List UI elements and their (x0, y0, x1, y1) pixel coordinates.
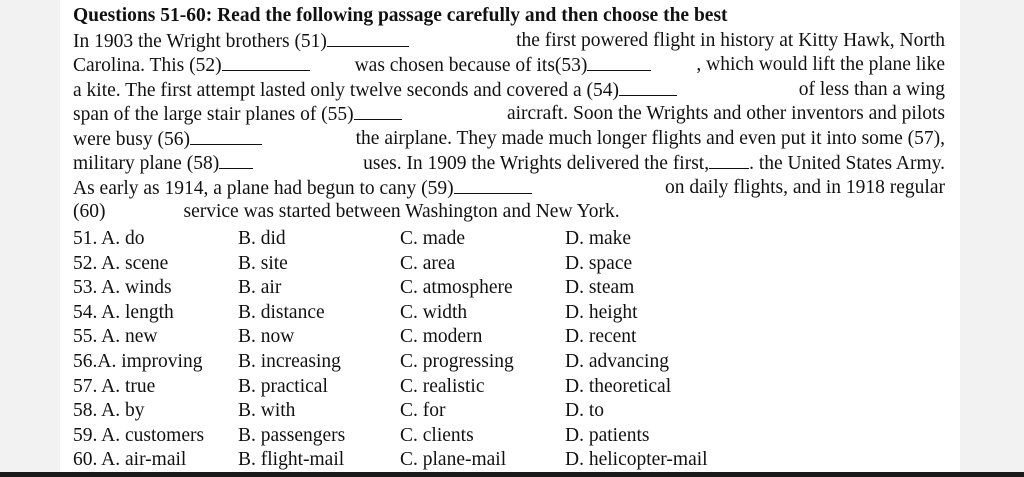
passage-line-2 (73, 53, 945, 78)
passage-text: aircraft. Soon the Wrights and other inventors and pilots (506, 103, 945, 124)
option-60-d[interactable]: D. helicopter-mail (565, 449, 708, 471)
passage-text: In 1903 the Wright brothers (51) (73, 30, 327, 52)
passage-text: uses. In 1909 the Wrights delivered the first, (363, 153, 710, 174)
passage-text: As early as 1914, a plane had begun to cany (59) (73, 177, 454, 199)
option-51-b[interactable]: B. did (238, 228, 286, 249)
option-59-c[interactable]: C. clients (400, 424, 474, 446)
passage-line-7 (73, 176, 945, 201)
passage-text: Carolina. This (52) (73, 55, 222, 76)
option-60-a[interactable]: 60. A. air-mail (73, 449, 187, 471)
answer-blank-51 (327, 29, 409, 47)
option-55-b[interactable]: B. now (238, 326, 295, 348)
passage-line-1 (73, 29, 945, 54)
option-59-d[interactable]: D. patients (565, 424, 650, 446)
option-53-a[interactable]: 53. A. winds (73, 277, 172, 299)
option-56-d[interactable]: D. advancing (565, 350, 669, 372)
passage-text: were busy (56) (73, 128, 190, 150)
option-56-a[interactable]: 56.A. improving (73, 350, 203, 372)
option-52-c[interactable]: C. area (400, 252, 456, 274)
option-51-d[interactable]: D. make (565, 228, 632, 249)
answer-blank-55 (354, 102, 402, 120)
questions-heading: Questions 51-60: Read the following passage carefully and then choose the best (73, 5, 728, 26)
option-55-c[interactable]: C. modern (400, 326, 483, 348)
option-57-d[interactable]: D. theoretical (565, 375, 672, 397)
answer-blank-delivered (709, 151, 749, 169)
passage-line-5 (73, 127, 945, 152)
option-57-b[interactable]: B. practical (238, 375, 328, 397)
passage-text: a kite. The first attempt lasted only twelve seconds and covered a (54) (73, 79, 619, 101)
passage-text: the first powered flight in history at Kitty Hawk, North (516, 29, 945, 51)
passage-text: service was started between Washington and New York. (183, 201, 620, 222)
option-53-c[interactable]: C. atmosphere (400, 277, 513, 299)
answer-blank-54 (619, 78, 677, 96)
option-57-a[interactable]: 57. A. true (73, 375, 156, 397)
passage-text: of less than a wing (798, 78, 945, 100)
passage-text: the airplane. They made much longer flights and even put it into some (57), (355, 127, 945, 149)
passage-line-6 (73, 151, 945, 176)
option-59-b[interactable]: B. passengers (238, 424, 346, 446)
passage-line-4 (73, 102, 945, 127)
option-59-a[interactable]: 59. A. customers (73, 424, 205, 446)
option-54-d[interactable]: D. height (565, 301, 638, 323)
passage-text: , which would lift the plane like (696, 54, 945, 75)
passage-text: was chosen because of its(53) (354, 55, 588, 76)
option-54-c[interactable]: C. width (400, 301, 468, 323)
passage-text: . the United States Army. (749, 153, 945, 174)
option-54-a[interactable]: 54. A. length (73, 301, 174, 323)
passage-line-3 (73, 78, 945, 103)
passage-line-8 (73, 200, 945, 225)
bottom-edge (0, 472, 1024, 477)
option-58-c[interactable]: C. for (400, 400, 446, 422)
option-56-c[interactable]: C. progressing (400, 350, 514, 372)
passage-text: military plane (58) (73, 153, 220, 174)
passage-text: (60) (73, 201, 106, 222)
option-53-b[interactable]: B. air (238, 277, 282, 299)
option-55-d[interactable]: D. recent (565, 326, 637, 348)
option-52-a[interactable]: 52. A. scene (73, 252, 169, 274)
answer-blank-59 (454, 176, 532, 194)
answer-blank-58 (219, 151, 253, 169)
option-58-a[interactable]: 58. A. by (73, 400, 145, 422)
answer-blank-52 (222, 53, 310, 71)
passage-text: span of the large stair planes of (55) (73, 104, 354, 125)
option-51-a[interactable]: 51. A. do (73, 228, 145, 249)
passage-block (73, 4, 945, 225)
passage-text: on daily flights, and in 1918 regular (665, 176, 945, 198)
option-52-d[interactable]: D. space (565, 252, 633, 274)
option-52-b[interactable]: B. site (238, 252, 288, 274)
option-56-b[interactable]: B. increasing (238, 350, 341, 372)
option-55-a[interactable]: 55. A. new (73, 326, 158, 348)
option-60-c[interactable]: C. plane-mail (400, 449, 507, 471)
option-51-c[interactable]: C. made (400, 228, 465, 249)
option-54-b[interactable]: B. distance (238, 301, 325, 323)
option-58-b[interactable]: B. with (238, 400, 296, 422)
option-58-d[interactable]: D. to (565, 400, 604, 422)
answer-blank-53 (587, 53, 651, 71)
option-53-d[interactable]: D. steam (565, 277, 635, 299)
option-57-c[interactable]: C. realistic (400, 375, 485, 397)
answer-blank-56 (190, 127, 262, 145)
option-60-b[interactable]: B. flight-mail (238, 449, 345, 471)
